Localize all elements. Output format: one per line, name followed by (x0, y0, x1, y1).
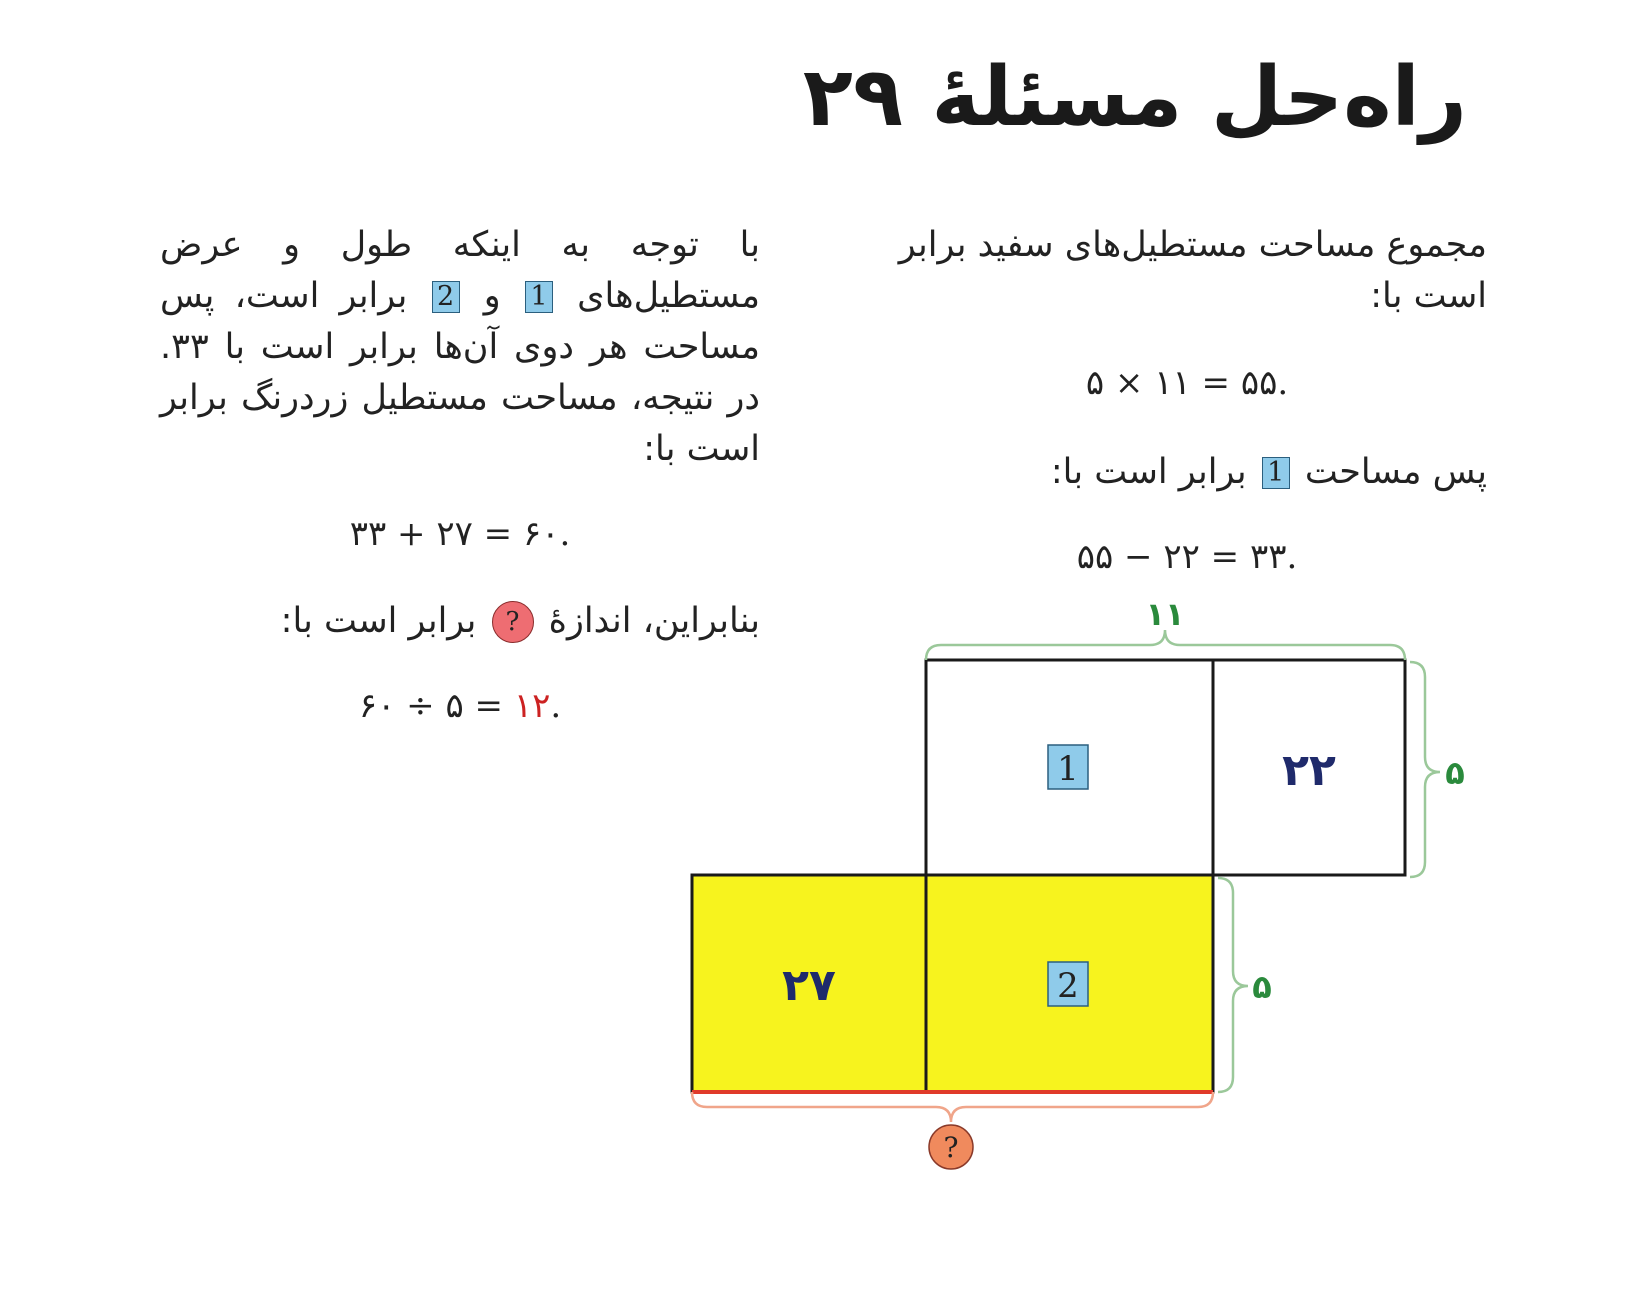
box-2-label: 2 (1057, 966, 1079, 1006)
top-width-label: ۱۱ (1145, 595, 1185, 633)
question-mark: ? (943, 1131, 959, 1164)
left-equation-2-suffix: . (550, 686, 562, 726)
left-equation-2-result: ۱۲ (513, 686, 551, 726)
right-equation-2-text: ۵۵ − ۲۲ = ۳۳. (1076, 537, 1298, 577)
right-top-brace (1410, 662, 1440, 877)
top-brace (926, 630, 1405, 660)
box-1-badge: 1 (1262, 457, 1290, 489)
question-badge: ? (492, 601, 534, 643)
left-paragraph-1-part1: با توجه به اینکه طول و عرض مستطیل‌های (160, 225, 760, 316)
left-paragraph-2-after: برابر است با: (280, 601, 477, 641)
bottom-brace (692, 1092, 1213, 1122)
left-paragraph-1-part2: برابر است، پس مساحت هر دوی آن‌ها برابر است با ۳۳. در نتیجه، مساحت مستطیل زردرنگ برابر است با: (160, 276, 760, 469)
right-equation-1-text: ۵ × ۱۱ = ۵۵. (1085, 363, 1289, 403)
right-bottom-brace (1218, 878, 1248, 1092)
box-1-label: 1 (1057, 749, 1079, 789)
area-27-label: ۲۷ (782, 960, 836, 1011)
bottom-height-label: ۵ (1252, 968, 1272, 1006)
right-paragraph-2-before: پس مساحت (1304, 452, 1487, 492)
box-2-badge: 2 (432, 281, 460, 313)
box-1-badge: 1 (525, 281, 553, 313)
left-paragraph-2-before: بنابراین، اندازهٔ (548, 601, 760, 641)
left-equation-1-text: ۳۳ + ۲۷ = ۶۰. (349, 514, 571, 554)
right-paragraph-2-after: برابر است با: (1050, 452, 1247, 492)
yellow-rectangle (692, 875, 1213, 1092)
left-equation-2-prefix: ۶۰ ÷ ۵ = (358, 686, 514, 726)
area-22-label: ۲۲ (1282, 745, 1336, 796)
right-paragraph-1: مجموع مساحت مستطیل‌های سفید برابر است با: (898, 225, 1487, 316)
and-word: و (483, 276, 501, 316)
top-height-label: ۵ (1445, 754, 1465, 792)
page-title: راه‌حل مسئلهٔ ۲۹ (802, 50, 1467, 145)
